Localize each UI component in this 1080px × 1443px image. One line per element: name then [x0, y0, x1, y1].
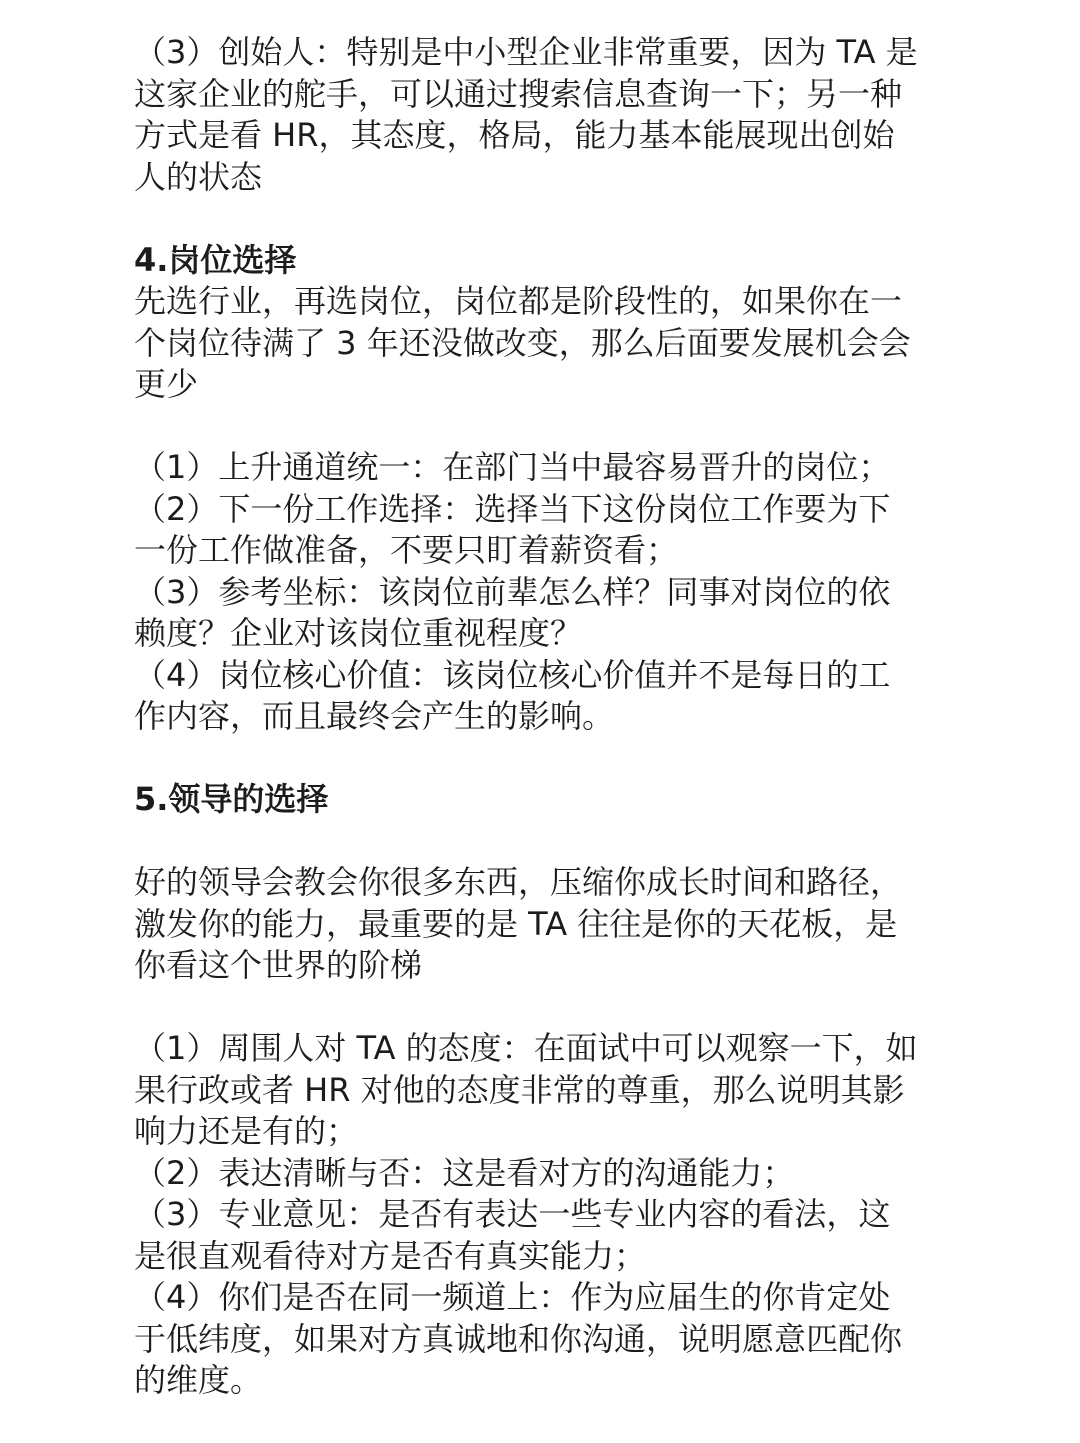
- list-item-line: 的维度。: [134, 1361, 263, 1399]
- text-line: 先选行业，再选岗位，岗位都是阶段性的，如果你在一: [134, 282, 903, 320]
- paragraph-spacer: [134, 406, 946, 448]
- section-leader-choice: [134, 779, 946, 1402]
- list-item-line: （4）岗位核心价值：该岗位核心价值并不是每日的工: [134, 655, 891, 694]
- text-line: 这家企业的舵手，可以通过搜索信息查询一下；另一种: [134, 74, 903, 113]
- paragraph-spacer: [134, 987, 946, 1029]
- list-item-line: （2）下一份工作选择：选择当下这份岗位工作要为下: [134, 489, 891, 528]
- list-item-line: （2）表达清晰与否：这是看对方的沟通能力；: [134, 1153, 795, 1192]
- text-line: 好的领导会教会你很多东西，压缩你成长时间和路径，: [134, 863, 903, 901]
- founder-paragraph: [134, 32, 946, 198]
- list-item-line: 响力还是有的；: [134, 1112, 359, 1150]
- section-heading: 5.领导的选择: [134, 780, 329, 818]
- list-item-line: （4）你们是否在同一频道上：作为应届生的你肯定处: [134, 1278, 891, 1316]
- text-line: 激发你的能力，最重要的是 TA 往往是你的天花板，是: [134, 904, 898, 943]
- list-item-line: 赖度？企业对该岗位重视程度？: [134, 614, 583, 652]
- article-body: [134, 32, 946, 1402]
- list-item-line: （3）参考坐标：该岗位前辈怎么样？同事对岗位的依: [134, 572, 891, 611]
- list-item-line: （3）专业意见：是否有表达一些专业内容的看法，这: [134, 1195, 891, 1233]
- text-line: 你看这个世界的阶梯: [134, 946, 423, 984]
- section-position-choice: [134, 240, 946, 738]
- list-item-line: 是很直观看待对方是否有真实能力；: [134, 1236, 647, 1275]
- paragraph-spacer: [134, 198, 946, 240]
- text-line: （3）创始人：特别是中小型企业非常重要，因为 TA 是: [134, 33, 918, 71]
- list-item-line: 作内容，而且最终会产生的影响。: [134, 697, 615, 735]
- text-line: 人的状态: [134, 157, 263, 196]
- text-line: 方式是看 HR，其态度，格局，能力基本能展现出创始: [134, 116, 895, 154]
- list-item-line: 一份工作做准备，不要只盯着薪资看；: [134, 531, 679, 569]
- list-item-line: （1）周围人对 TA 的态度：在面试中可以观察一下，如: [134, 1029, 918, 1067]
- paragraph-spacer: [134, 738, 946, 780]
- text-line: 个岗位待满了 3 年还没做改变，那么后面要发展机会会: [134, 323, 911, 362]
- text-line: 更少: [134, 365, 199, 403]
- list-item-line: 于低纬度，如果对方真诚地和你沟通，说明愿意匹配你: [134, 1319, 903, 1358]
- list-item-line: （1）上升通道统一：在部门当中最容易晋升的岗位；: [134, 448, 891, 486]
- list-item-line: 果行政或者 HR 对他的态度非常的尊重，那么说明其影: [134, 1070, 905, 1109]
- paragraph-spacer: [134, 821, 946, 863]
- section-heading: 4.岗位选择: [134, 240, 297, 279]
